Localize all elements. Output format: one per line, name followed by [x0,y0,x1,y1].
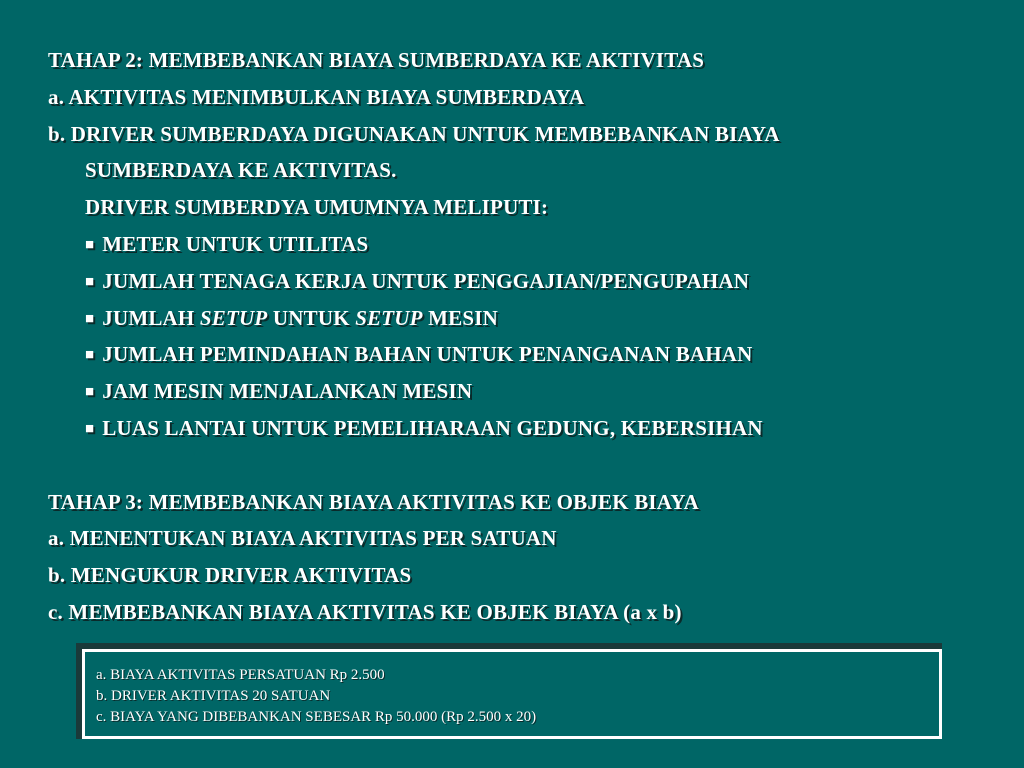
bullet-text-part: JUMLAH [102,305,200,330]
bullet-item [48,410,1008,447]
stage2-item-a: a. AKTIVITAS MENIMBULKAN BIAYA SUMBERDAYA [48,84,585,109]
example-line-a: a. BIAYA AKTIVITAS PERSATUAN Rp 2.500 [96,667,385,683]
bullet-text: JUMLAH TENAGA KERJA UNTUK PENGGAJIAN/PENGUPAHAN [102,268,750,293]
square-bullet-icon: ■ [85,273,95,290]
bullet-item [48,226,1008,263]
bullet-text: JUMLAH PEMINDAHAN BAHAN UNTUK PENANGANAN BAHAN [102,342,753,367]
stage3-title: TAHAP 3: MEMBEBANKAN BIAYA AKTIVITAS KE OBJEK BIAYA [48,489,700,514]
stage3-item-b: b. MENGUKUR DRIVER AKTIVITAS [48,563,412,588]
square-bullet-icon: ■ [85,384,95,401]
stage2-title: TAHAP 2: MEMBEBANKAN BIAYA SUMBERDAYA KE AKTIVITAS [48,48,705,72]
bullet-text: METER UNTUK UTILITAS [102,231,369,256]
bullet-text: JAM MESIN MENJALANKAN MESIN [102,379,473,404]
square-bullet-icon: ■ [85,236,95,253]
slide-content [48,42,1008,631]
bullet-text-part: MESIN [422,305,498,330]
example-line-b: b. DRIVER AKTIVITAS 20 SATUAN [96,688,331,704]
stage2-item-b-line2: SUMBERDAYA KE AKTIVITAS. [85,158,397,183]
stage3-item-a: a. MENENTUKAN BIAYA AKTIVITAS PER SATUAN [48,526,557,551]
bullet-text-part: UNTUK [267,305,356,330]
example-line-c: c. BIAYA YANG DIBEBANKAN SEBESAR Rp 50.000 (Rp 2.500 x 20) [96,709,537,725]
square-bullet-icon: ■ [85,420,95,437]
bullet-text-italic: SETUP [355,305,423,330]
bullet-item [48,263,1008,300]
stage2-driver-heading: DRIVER SUMBERDYA UMUMNYA MELIPUTI: [85,195,549,220]
bullet-text: LUAS LANTAI UNTUK PEMELIHARAAN GEDUNG, KEBERSIHAN [102,415,763,440]
stage2-item-b-line1: b. DRIVER SUMBERDAYA DIGUNAKAN UNTUK MEMBEBANKAN BIAYA [48,121,780,146]
stage3-item-c: c. MEMBEBANKAN BIAYA AKTIVITAS KE OBJEK BIAYA (a x b) [48,599,682,624]
bullet-item [48,300,1008,337]
square-bullet-icon: ■ [85,310,95,327]
spacer [48,447,1008,484]
bullet-item [48,336,1008,373]
square-bullet-icon: ■ [85,347,95,364]
bullet-item [48,373,1008,410]
example-box [82,649,942,739]
bullet-text-italic: SETUP [199,305,268,330]
